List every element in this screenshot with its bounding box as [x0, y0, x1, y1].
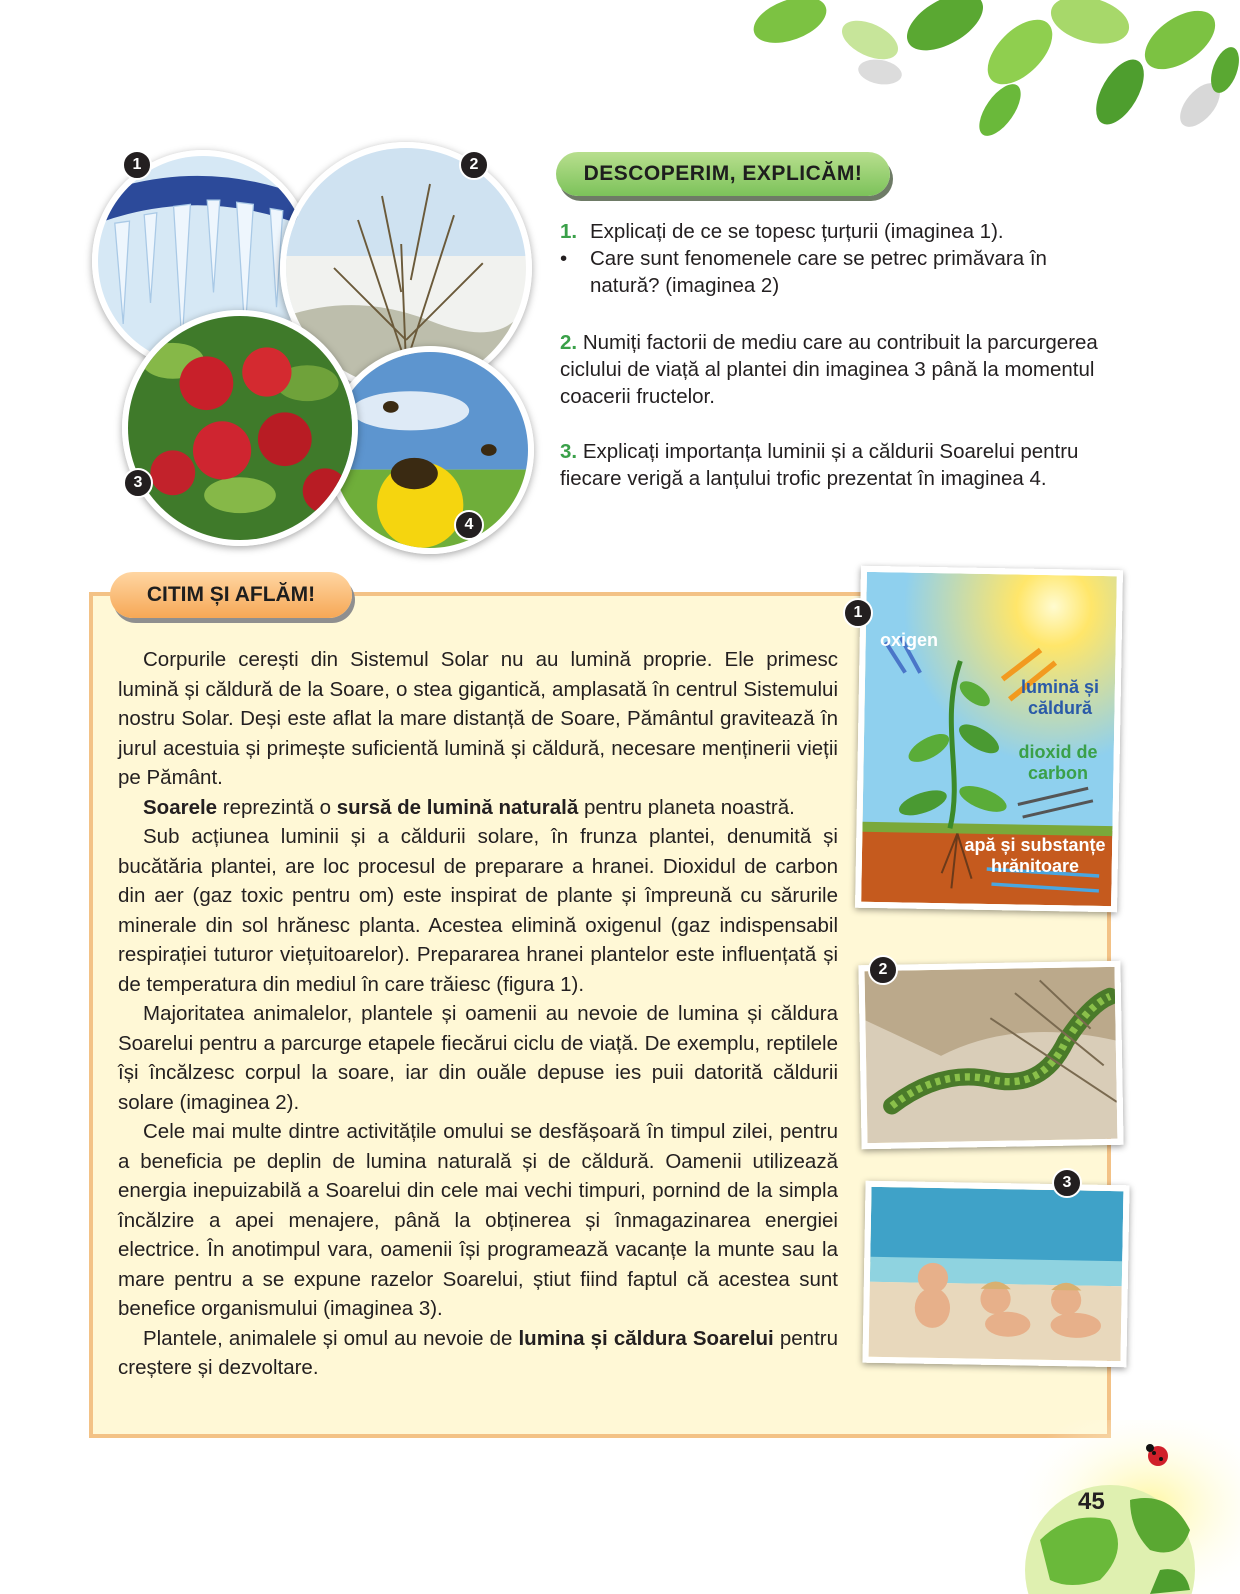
image-number-1: 1 — [122, 150, 152, 180]
image-number-3: 3 — [123, 468, 153, 498]
image-number-2: 2 — [459, 150, 489, 180]
paragraph-2: Soarele reprezintă o sursă de lumină naturală pentru planeta noastră. — [143, 795, 795, 819]
figure-number-3: 3 — [1052, 1168, 1082, 1198]
label-light-heat: lumină și căldură — [1020, 677, 1100, 718]
paragraph-5: Cele mai multe dintre activitățile omului se desfășoară în timpul zilei, pentru a beneficia pe deplin de lumina naturală și de căldură. Oamenii utilizează energia inepuizabilă a Soarelui din cele mai vechi timpuri, pornind de la simpla încălzire a apei menajere, până la obținerea și înmagazinarea energiei electrice. În anotimpul vara, oamenii își programează vacanțe la munte sau la mare pentru a se expune razelor Soarelui, știut fiind faptul că acestea sunt benefice organismului (imaginea 3). — [118, 1120, 838, 1320]
paragraph-6: Plantele, animalele și omul au nevoie de lumina și căldura Soarelui pentru creștere și dezvoltare. — [118, 1326, 838, 1379]
apple-tree-photo — [122, 310, 358, 546]
label-water-nutrients: apă și substanțe hrănitoare — [964, 835, 1106, 876]
leaves-decoration — [730, 0, 1240, 140]
label-oxygen: oxigen — [880, 630, 939, 650]
question-3: 3. Explicați importanța luminii și a căldurii Soarelui pentru fiecare verigă a lanțului trofic prezentat în imaginea 4. — [560, 440, 1079, 490]
paragraph-4: Majoritatea animalelor, plantele și oamenii au nevoie de lumina și căldura Soarelui pentru a parcurge etapele fiecărui ciclu de viață. De exemplu, reptilele își încălzesc corpul la soare, iar din ouăle depuse ies puii datorită căldurii solare (imaginea 2). — [118, 1002, 838, 1114]
label-co2: dioxid de carbon — [1018, 742, 1098, 783]
discover-heading: DESCOPERIM, EXPLICĂM! — [556, 152, 890, 196]
globe-decoration — [1010, 1420, 1240, 1594]
image-number-4: 4 — [454, 510, 484, 540]
read-heading: CITIM ȘI AFLĂM! — [110, 572, 352, 618]
paragraph-3: Sub acțiunea luminii și a căldurii solare, în frunza plantei, denumită și bucătăria plantei, are loc procesul de preparare a hranei. Dioxidul de carbon din aer (gaz toxic pentru om) este inspirat de plante și împreună cu sărurile minerale din sol hrănesc planta. Acestea elimină oxigenul (gaz indispensabil respirației tuturor viețuitoarelor). Prepararea hranei plantelor este influențată și de temperatura din mediul în care trăiesc (figura 1). — [118, 825, 838, 996]
figure-number-2: 2 — [868, 955, 898, 985]
page-number: 45 — [1078, 1488, 1105, 1515]
reading-text — [118, 645, 838, 1383]
paragraph-1: Corpurile cerești din Sistemul Solar nu au lumină proprie. Ele primesc lumină și căldură de la Soare, o stea gigantică, amplasată în centrul Sistemului nostru Solar. Deși este aflat la mare distanță de Soare, Pământul gravitează în jurul acestuia și primește suficientă lumină și căldură, necesare menținerii vieții pe Pământ. — [118, 648, 838, 789]
beach-children-photo — [862, 1181, 1129, 1368]
question-2: 2. Numiți factorii de mediu care au contribuit la parcurgerea ciclului de viață al plantei din imaginea 3 până la momentul coacerii fructelor. — [560, 331, 1098, 408]
lizard-photo — [858, 961, 1123, 1150]
bee-flower-photo — [326, 346, 534, 554]
figure-number-1: 1 — [843, 598, 873, 628]
question-1: 1. Explicați de ce se topesc țurțurii (imaginea 1). • Care sunt fenomenele care se petrec primăvara în natură? (imaginea 2) — [560, 220, 1047, 297]
